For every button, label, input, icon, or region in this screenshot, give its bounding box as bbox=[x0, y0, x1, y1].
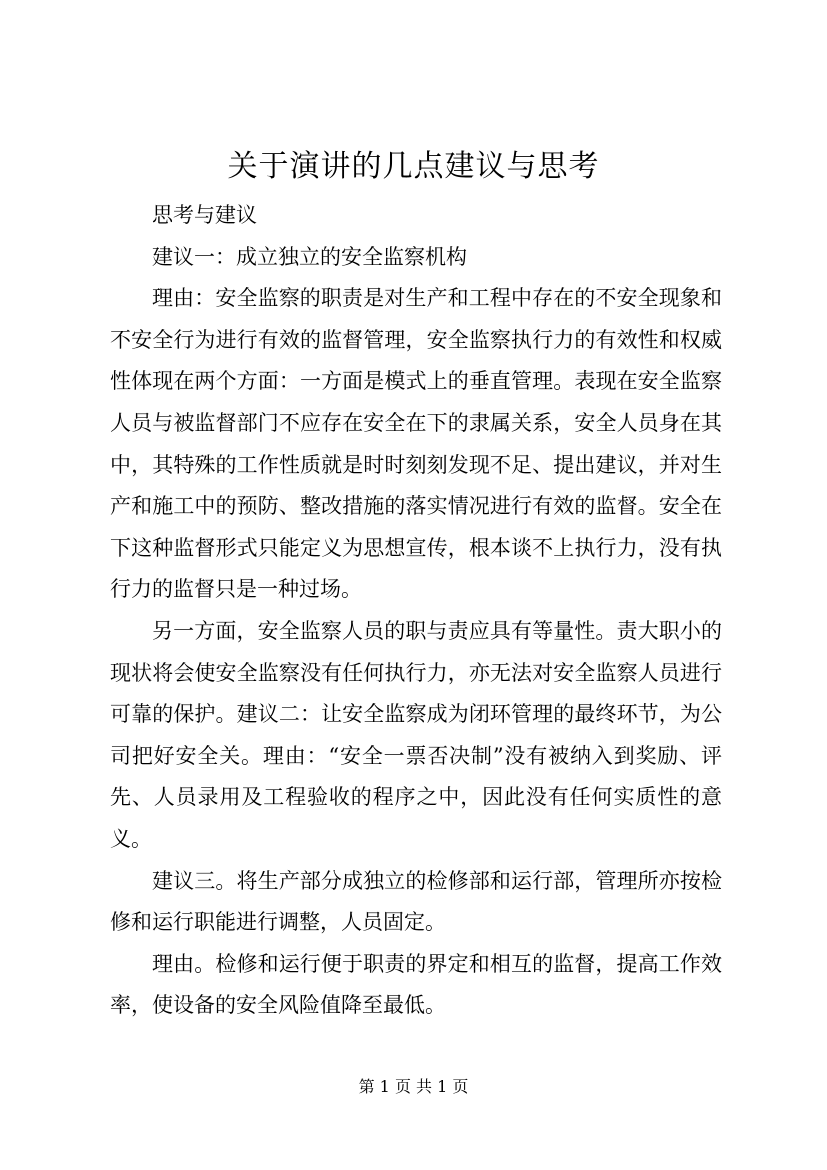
document-title: 关于演讲的几点建议与思考 bbox=[227, 149, 600, 184]
page-number-footer: 第 1 页 共 1 页 bbox=[358, 1077, 469, 1096]
paragraph-suggestion-three: 建议三。将生产部分成独立的检修部和运行部，管理所亦按检修和运行职能进行调整，人员固定。 bbox=[110, 868, 722, 935]
document-body bbox=[110, 195, 722, 1027]
paragraph-reason-one: 理由：安全监察的职责是对生产和工程中存在的不安全现象和不安全行为进行有效的监督管理，安全监察执行力的有效性和权威性体现在两个方面：一方面是模式上的垂直管理。表现在安全监察人员与被监督部门不应存在安全在下的隶属关系，安全人员身在其中，其特殊的工作性质就是时时刻刻发现不足、提出建议，并对生产和施工中的预防、整改措施的落实情况进行有效的监督。安全在下这种监督形式只能定义为思想宣传，根本谈不上执行力，没有执行力的监督只是一种过场。 bbox=[110, 286, 722, 602]
paragraph-suggestion-one: 建议一：成立独立的安全监察机构 bbox=[152, 244, 467, 269]
paragraph-reason-three: 理由。检修和运行便于职责的界定和相互的监督，提高工作效率，使设备的安全风险值降至最低。 bbox=[110, 951, 722, 1018]
paragraph-heading: 思考与建议 bbox=[152, 203, 257, 227]
paragraph-other-aspect: 另一方面，安全监察人员的职与责应具有等量性。责大职小的现状将会使安全监察没有任何执行力，亦无法对安全监察人员进行可靠的保护。建议二：让安全监察成为闭环管理的最终环节，为公司把好安全关。理由：“安全一票否决制”没有被纳入到奖励、评先、人员录用及工程验收的程序之中，因此没有任何实质性的意义。 bbox=[110, 618, 722, 851]
